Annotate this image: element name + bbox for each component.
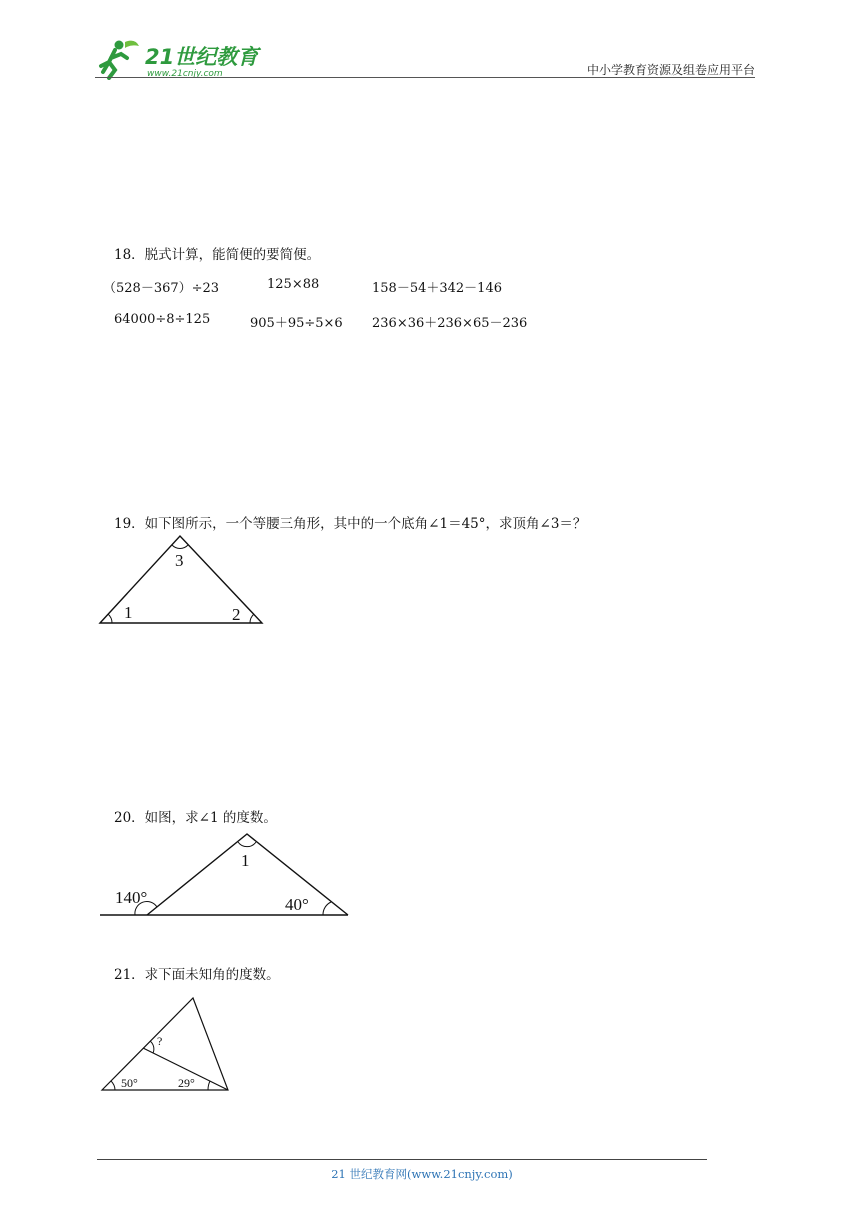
q19-label-2: 2 [232,605,241,624]
q21-left-arc [111,1081,115,1090]
q19-label-3: 3 [175,551,184,570]
q18-expr-4: 64000÷8÷125 [114,312,211,327]
q20-triangle-figure [95,828,357,920]
q21-triangle-figure [95,990,235,1098]
q19-title: 19．如下图所示，一个等腰三角形，其中的一个底角∠1＝45°，求顶角∠3＝？ [114,516,587,532]
q19-triangle-figure [90,530,280,630]
q19-label-1: 1 [124,603,133,622]
q21-title: 21．求下面未知角的度数。 [114,967,280,983]
q19-angle3-arc [172,545,188,548]
logo-main-text: 21世纪教育 [145,45,259,69]
q21-label-unknown: ? [157,1034,163,1048]
footer-divider [97,1159,707,1160]
q20-label-140: 140° [115,888,148,907]
q18-expr-3: 158－54＋342－146 [372,281,502,296]
logo [95,36,265,80]
q20-right-arc [323,902,331,915]
q20-title: 20．如图，求∠1 的度数。 [114,810,277,826]
q20-triangle [147,834,348,915]
q21-label-50: 50° [121,1076,138,1090]
q18-title: 18．脱式计算，能简便的要简便。 [114,247,321,263]
q18-expr-1: （528－367）÷23 [103,281,220,296]
runner-icon [101,41,139,79]
q18-expr-2: 125×88 [267,277,320,292]
footer-link[interactable]: 21 世纪教育网(www.21cnjy.com) [331,1167,513,1181]
q18-expr-5: 905＋95÷5×6 [250,316,343,331]
logo-url-text: www.21cnjy.com [147,69,223,79]
q18-expr-6: 236×36＋236×65－236 [372,316,528,331]
q20-label-40: 40° [285,895,309,914]
q21-label-29: 29° [178,1076,195,1090]
q20-angle1-arc [238,842,256,847]
header-platform-text: 中小学教育资源及组卷应用平台 [586,63,755,77]
q21-right-arc [208,1081,210,1090]
header-divider [95,77,755,78]
q19-angle2-arc [250,614,254,623]
q19-angle1-arc [108,614,112,623]
q20-label-1: 1 [241,851,250,870]
